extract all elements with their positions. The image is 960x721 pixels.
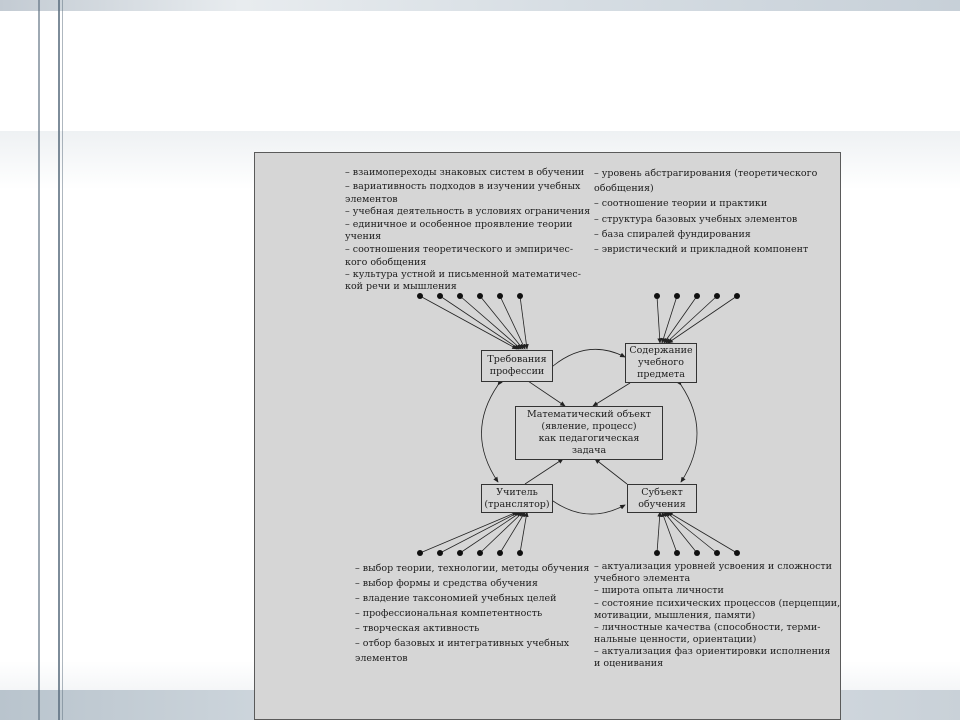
decor-line (62, 0, 63, 720)
box-teacher (481, 484, 553, 513)
list-item: учебного элемента (594, 573, 691, 584)
list-item: – состояние психических процессов (перцепции, (594, 598, 841, 609)
list-item: обобщения) (594, 183, 654, 194)
box-label: обучения (638, 498, 686, 510)
fan-lines-top-left (420, 296, 527, 349)
fan-lines-bottom-right (657, 512, 737, 553)
list-item: элементов (345, 194, 398, 205)
box-profession-requirements (481, 350, 553, 382)
list-item: – личностные качества (способности, терми- (594, 622, 821, 633)
top-right-list (594, 166, 817, 257)
list-item: учения (345, 231, 382, 242)
list-item: – профессиональная компетентность (355, 608, 543, 619)
list-item: – взаимопереходы знаковых систем в обучении (345, 167, 585, 178)
list-item: – культура устной и письменной математичес- (345, 269, 581, 280)
list-item: – выбор формы и средства обучения (355, 578, 538, 589)
fan-lines-bottom-left (420, 512, 527, 553)
list-item: – актуализация уровней усвоения и сложности (594, 561, 832, 572)
list-item: – база спиралей фундирования (594, 229, 751, 240)
box-label: (явление, процесс) (541, 421, 637, 432)
top-left-list (345, 166, 590, 293)
fan-lines-top-right (657, 296, 737, 343)
box-label: Требования (487, 354, 547, 365)
box-label: задача (571, 445, 607, 456)
list-item: – соотношения теоретического и эмпиричес- (345, 244, 574, 255)
box-label: учебного (638, 357, 684, 368)
box-label: Математический объект (526, 409, 652, 420)
box-label: (транслятор) (484, 498, 550, 510)
list-item: – учебная деятельность в условиях ограничения (345, 206, 591, 217)
box-learning-subject (627, 484, 697, 513)
list-item: нальные ценности, ориентации) (594, 634, 757, 645)
list-item: – единичное и особенное проявление теории (345, 219, 573, 230)
list-item: – актуализация фаз ориентировки исполнения (594, 646, 831, 657)
list-item: кого обобщения (345, 257, 427, 268)
list-item: мотивации, мышления, памяти) (594, 610, 756, 621)
box-label: предмета (637, 369, 685, 380)
box-label: профессии (489, 366, 545, 377)
list-item: и оценивания (594, 658, 664, 669)
list-item: – соотношение теории и практики (594, 198, 768, 209)
list-item: элементов (355, 653, 408, 664)
box-label: Содержание (629, 345, 693, 356)
list-item: – отбор базовых и интегративных учебных (355, 638, 570, 649)
list-item: – уровень абстрагирования (теоретического (594, 168, 818, 179)
list-item: – творческая активность (355, 623, 480, 634)
bottom-left-list (355, 561, 589, 666)
list-item: – эвристический и прикладной компонент (594, 244, 809, 255)
decor-line (58, 0, 60, 720)
list-item: – выбор теории, технологии, методы обучения (355, 563, 590, 574)
list-item: – владение таксономией учебных целей (355, 593, 557, 604)
list-item: – вариативность подходов в изучении учебных (345, 181, 581, 192)
bottom-right-list (594, 561, 840, 670)
list-item: – структура базовых учебных элементов (594, 214, 798, 225)
box-label: Учитель (496, 486, 538, 498)
box-math-object (515, 406, 663, 460)
box-label: Субъект (641, 486, 683, 498)
list-item: – широта опыта личности (594, 585, 724, 596)
box-subject-content (625, 343, 697, 383)
box-label: как педагогическая (538, 433, 640, 444)
diagram-figure (254, 152, 841, 720)
list-item: кой речи и мышления (345, 281, 457, 292)
top-decor-band (0, 0, 960, 11)
decor-line (38, 0, 40, 720)
